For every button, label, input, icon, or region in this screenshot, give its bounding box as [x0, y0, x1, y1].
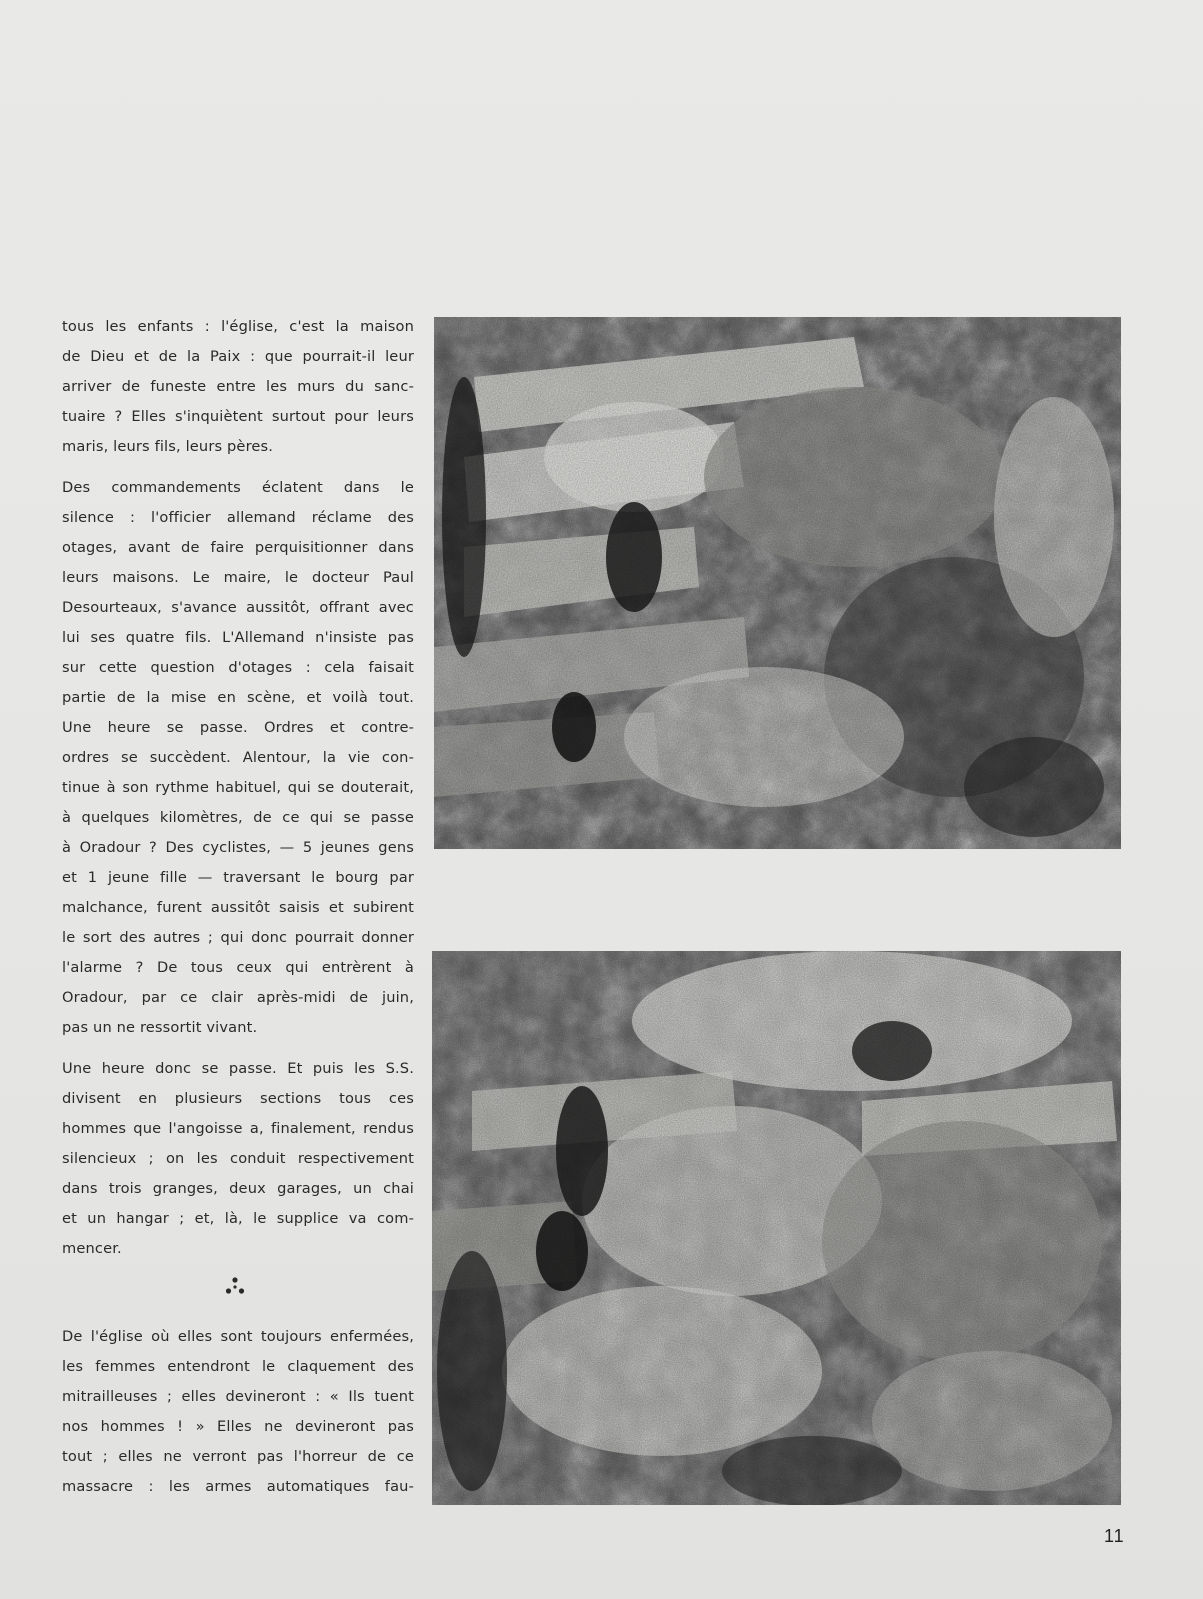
- text-line: tous les enfants : l'église, c'est la maison: [62, 318, 414, 335]
- paragraph-3: [62, 1054, 414, 1264]
- text-line: Des commandements éclatent dans le: [62, 479, 414, 496]
- text-line: de Dieu et de la Paix : que pourrait-il leur: [62, 348, 414, 365]
- text-line: l'alarme ? De tous ceux qui entrèrent à: [62, 959, 414, 976]
- text-line: hommes que l'angoisse a, finalement, rendus: [62, 1120, 414, 1137]
- text-line: arriver de funeste entre les murs du sanc-: [62, 378, 414, 395]
- three-dots-asterism-icon: [62, 1268, 414, 1314]
- text-line: ordres se succèdent. Alentour, la vie con-: [62, 749, 414, 766]
- text-line: à Oradour ? Des cyclistes, — 5 jeunes gens: [62, 839, 414, 856]
- text-line: silencieux ; on les conduit respectivement: [62, 1150, 414, 1167]
- black-and-white-photograph-icon: [434, 317, 1121, 849]
- text-line: à quelques kilomètres, de ce qui se passe: [62, 809, 414, 826]
- text-line: partie de la mise en scène, et voilà tout.: [62, 689, 414, 706]
- text-line: Une heure donc se passe. Et puis les S.S.: [62, 1060, 414, 1077]
- text-line: malchance, furent aussitôt saisis et subirent: [62, 899, 414, 916]
- text-line: sur cette question d'otages : cela faisait: [62, 659, 414, 676]
- text-line: mencer.: [62, 1240, 122, 1257]
- text-line: le sort des autres ; qui donc pourrait donner: [62, 929, 414, 946]
- text-line: De l'église où elles sont toujours enfermées,: [62, 1328, 414, 1345]
- text-line: lui ses quatre fils. L'Allemand n'insiste pas: [62, 629, 414, 646]
- text-line: mitrailleuses ; elles devineront : « Ils tuent: [62, 1388, 414, 1405]
- text-line: maris, leurs fils, leurs pères.: [62, 438, 274, 455]
- black-and-white-photograph-icon: [432, 951, 1121, 1505]
- text-line: otages, avant de faire perquisitionner dans: [62, 539, 414, 556]
- text-line: les femmes entendront le claquement des: [62, 1358, 414, 1375]
- text-line: tinue à son rythme habituel, qui se douterait,: [62, 779, 414, 796]
- text-line: et 1 jeune fille — traversant le bourg par: [62, 869, 414, 886]
- article-text-column: [62, 312, 414, 1502]
- text-line: silence : l'officier allemand réclame des: [62, 509, 414, 526]
- text-line: tuaire ? Elles s'inquiètent surtout pour leurs: [62, 408, 414, 425]
- paragraph-2: [62, 473, 414, 1043]
- text-line: divisent en plusieurs sections tous ces: [62, 1090, 414, 1107]
- text-line: tout ; elles ne verront pas l'horreur de ce: [62, 1448, 414, 1465]
- text-line: nos hommes ! » Elles ne devineront pas: [62, 1418, 414, 1435]
- text-line: dans trois granges, deux garages, un chai: [62, 1180, 414, 1197]
- text-line: massacre : les armes automatiques fau-: [62, 1478, 414, 1495]
- page-number: 11: [1104, 1526, 1125, 1546]
- paragraph-1: [62, 312, 414, 462]
- text-line: et un hangar ; et, là, le supplice va com-: [62, 1210, 414, 1227]
- text-line: pas un ne ressortit vivant.: [62, 1019, 258, 1036]
- text-line: Une heure se passe. Ordres et contre-: [62, 719, 414, 736]
- text-line: Oradour, par ce clair après-midi de juin,: [62, 989, 414, 1006]
- text-line: leurs maisons. Le maire, le docteur Paul: [62, 569, 414, 586]
- text-line: Desourteaux, s'avance aussitôt, offrant avec: [62, 599, 414, 616]
- paragraph-4: [62, 1322, 414, 1502]
